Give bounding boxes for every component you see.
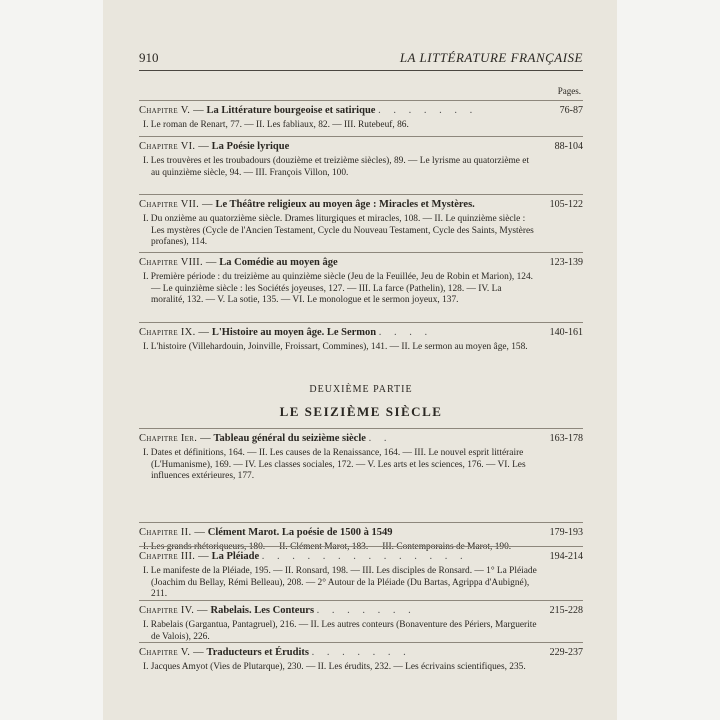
- page-number: 910: [139, 50, 159, 65]
- chapter-label: Chapitre IV. —: [139, 605, 208, 616]
- chapter-heading: [139, 141, 583, 155]
- page-header: [139, 46, 583, 71]
- chapter-title: La Pléiade: [211, 551, 260, 562]
- chapter-title: L'Histoire au moyen âge. Le Sermon: [211, 327, 377, 338]
- chapter-pages: 194-214: [549, 551, 583, 562]
- chapter-contents: I. Première période : du treizième au quinzième siècle (Jeu de la Feuillée, Jeu de Robin et Marion), 124. — Le quinzième siècle : les Sociétés joyeuses, 127. — III. La farce (Pathelin), 128. — IV. La moralité, 132. — V. La sotie, 135. — VI. Le monologue et le sermon joyeux, 137.: [143, 272, 533, 306]
- chapter-title: La Littérature bourgeoise et satirique: [206, 105, 376, 116]
- century-heading: LE SEIZIÈME SIÈCLE: [279, 404, 443, 419]
- chapter-pages: 140-161: [549, 327, 583, 338]
- part-heading: DEUXIÈME PARTIE: [309, 384, 413, 395]
- toc-entry: [139, 600, 583, 643]
- chapter-label: Chapitre V. —: [139, 647, 204, 658]
- chapter-pages: 76-87: [559, 105, 583, 116]
- chapter-title: Clément Marot. La poésie de 1500 à 1549: [207, 527, 393, 538]
- chapter-title: Le Théâtre religieux au moyen âge : Miracles et Mystères.: [215, 199, 475, 210]
- chapter-title: La Comédie au moyen âge: [219, 257, 338, 268]
- chapter-title: La Poésie lyrique: [211, 141, 290, 152]
- running-title: LA LITTÉRATURE FRANÇAISE: [399, 50, 583, 65]
- toc-entry: [139, 642, 583, 674]
- chapter-title: Traducteurs et Érudits: [206, 647, 309, 658]
- chapter-contents: I. Les grands rhétoriqueurs, 180. — II. Clément Marot, 183. — III. Contemporains de Marot, 190.: [143, 542, 512, 552]
- toc-entry: [139, 546, 583, 601]
- toc-entry: [139, 322, 583, 354]
- book-page: [103, 0, 617, 720]
- chapter-pages: 123-139: [549, 257, 583, 268]
- chapter-label: Chapitre VII. —: [139, 199, 213, 210]
- chapter-heading: Chapitre V. — La Littérature bourgeoise et satirique . . . . . . . 76-87: [139, 105, 583, 116]
- toc-entry: [139, 428, 583, 483]
- chapter-heading: Chapitre IV. — Rabelais. Les Conteurs . . . . . . . 215-228: [139, 605, 583, 616]
- chapter-label: Chapitre VIII. —: [139, 257, 217, 268]
- chapter-pages: 179-193: [549, 527, 583, 538]
- chapter-title: Rabelais. Les Conteurs: [210, 605, 315, 616]
- chapter-heading: [139, 257, 583, 271]
- chapter-pages: 105-122: [549, 199, 583, 210]
- chapter-label: Chapitre Ier. —: [139, 433, 211, 444]
- chapter-pages: 163-178: [549, 433, 583, 444]
- chapter-heading: Chapitre Ier. — Tableau général du seizième siècle . . 163-178: [139, 433, 583, 444]
- chapter-heading: Chapitre V. — Traducteurs et Érudits . . . . . . . 229-237: [139, 647, 583, 658]
- chapter-contents: I. Les trouvères et les troubadours (douzième et treizième siècles), 89. — Le lyrisme au quatorzième et au quinzième siècle, 94. — III. François Villon, 100.: [143, 156, 530, 178]
- chapter-pages: 229-237: [549, 647, 583, 658]
- chapter-heading: [139, 527, 583, 541]
- chapter-label: Chapitre III. —: [139, 551, 209, 562]
- chapter-contents: I. Rabelais (Gargantua, Pantagruel), 216. — II. Les autres conteurs (Bonaventure des Périers, Marguerite de Valois), 226.: [143, 620, 537, 642]
- chapter-pages: 215-228: [549, 605, 583, 616]
- chapter-contents: I. L'histoire (Villehardouin, Joinville, Froissart, Commines), 141. — II. Le sermon au moyen âge, 158.: [143, 342, 528, 352]
- toc-entry: [139, 100, 583, 132]
- chapter-label: Chapitre IX. —: [139, 327, 210, 338]
- toc-entry: [139, 252, 583, 307]
- chapter-heading: Chapitre III. — La Pléiade . . . . . . . . . . . . . . 194-214: [139, 551, 583, 562]
- toc-entry: [139, 136, 583, 179]
- chapter-contents: I. Le roman de Renart, 77. — II. Les fabliaux, 82. — III. Rutebeuf, 86.: [143, 120, 409, 130]
- chapter-contents: I. Jacques Amyot (Vies de Plutarque), 230. — II. Les érudits, 232. — Les écrivains scientifiques, 235.: [143, 662, 526, 672]
- chapter-title: Tableau général du seizième siècle: [213, 433, 366, 444]
- toc-entry: [139, 194, 583, 249]
- chapter-label: Chapitre II. —: [139, 527, 206, 538]
- pages-column-heading: Pages.: [557, 86, 581, 96]
- chapter-heading: [139, 199, 583, 213]
- chapter-contents: I. Du onzième au quatorzième siècle. Drames liturgiques et miracles, 108. — II. Le quinzième siècle : Les mystères (Cycle de l'Ancien Testament, Cycle du Nouveau Testament, Cycle des Saints, Mystères profanes), 114.: [143, 214, 534, 248]
- chapter-pages: 88-104: [554, 141, 583, 152]
- chapter-label: Chapitre V. —: [139, 105, 204, 116]
- chapter-contents: I. Le manifeste de la Pléiade, 195. — II. Ronsard, 198. — III. Les disciples de Ronsard. — 1° La Pléiade (Joachim du Bellay, Rémi Belleau), 208. — 2° Autour de la Pléiade (Du Bartas, Agrippa d'Aubigné), 211.: [143, 566, 537, 600]
- chapter-heading: Chapitre IX. — L'Histoire au moyen âge. Le Sermon . . . . 140-161: [139, 327, 583, 338]
- chapter-label: Chapitre VI. —: [139, 141, 210, 152]
- chapter-contents: I. Dates et définitions, 164. — II. Les causes de la Renaissance, 164. — III. Le nouvel esprit littéraire (L'Humanisme), 169. — IV. Les classes sociales, 172. — V. Les arts et les sciences, 176. — VI. Les influences extérieures, 177.: [143, 448, 526, 482]
